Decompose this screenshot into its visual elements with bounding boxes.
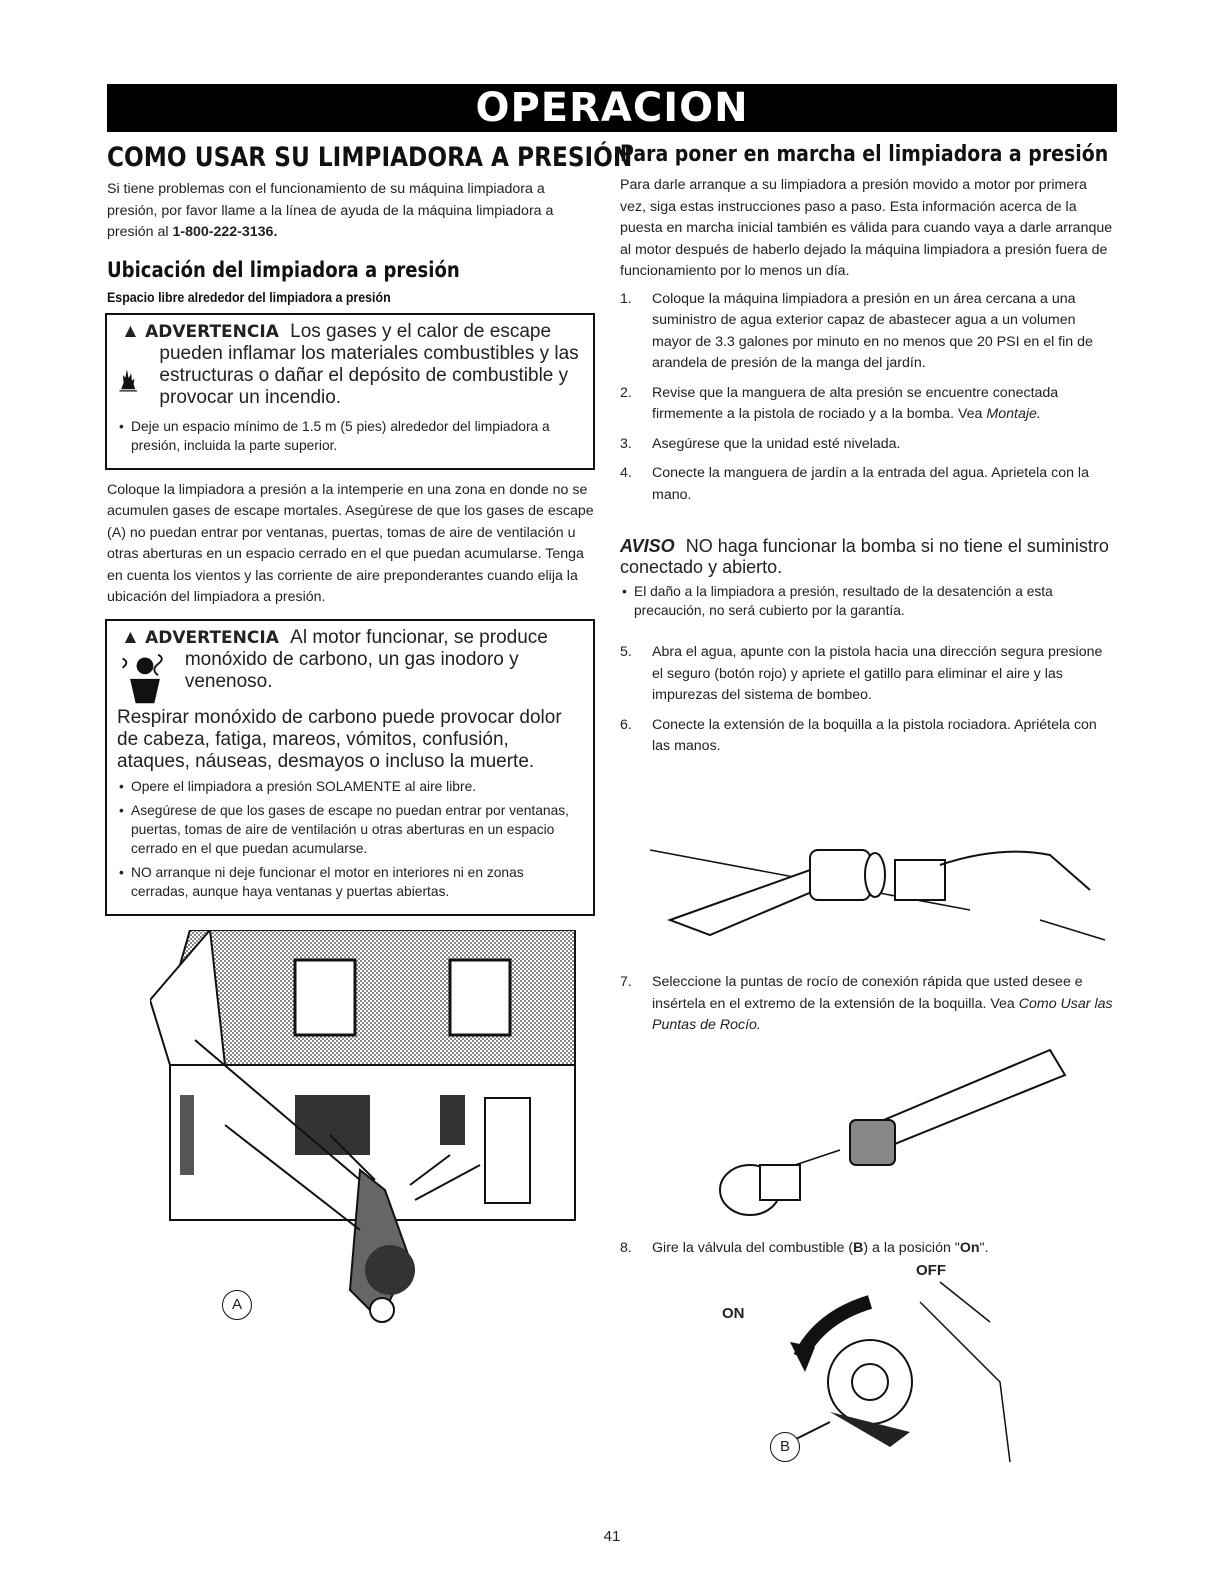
steps-list-continued [620, 642, 1116, 758]
warning-triangle-icon: ▲ [121, 626, 140, 648]
step-item: 6. Conecte la extensión de la boquilla a la pistola rociadora. Apriétela con las manos. [620, 716, 1097, 754]
intro-paragraph: Si tiene problemas con el funcionamiento de su máquina limpiadora a presión, por favor llame a la línea de ayuda de la máquina limpiadora a presión al 1-800-222-3136. [107, 181, 554, 240]
notice-bullets [620, 582, 1116, 620]
valve-off-label: OFF [916, 1262, 946, 1279]
helpline-number: 1-800-222-3136. [172, 224, 278, 240]
right-column [620, 142, 1116, 766]
warning-bullet: • NO arranque ni deje funcionar el motor en interiores ni en zonas cerradas, aunque haya ventanas y puertas abiertas. [117, 863, 583, 901]
warning-label: ADVERTENCIA [145, 321, 279, 342]
page-title: COMO USAR SU LIMPIADORA A PRESIÓN [107, 142, 633, 173]
step-item: 8. Gire la válvula del combustible (B) a la posición "On". [620, 1240, 989, 1256]
warning-label: ADVERTENCIA [145, 627, 279, 648]
location-heading: Ubicación del limpiadora a presión [107, 257, 460, 282]
nozzle-extension-illustration [640, 810, 1110, 960]
warning-bullet: • Asegúrese de que los gases de escape no puedan entrar por ventanas, puertas, tomas de aire de ventilación u otras aberturas en un espacio cerrado en el que puedan acumularse. [117, 801, 583, 858]
fire-icon [117, 343, 139, 413]
warning-text: pueden inflamar los materiales combustibles y las estructuras o dañar el depósito de combustible y provocar un incendio. [159, 342, 579, 408]
clearance-subheading: Espacio libre alrededor del limpiadora a presión [107, 289, 391, 305]
fuel-valve-illustration [760, 1262, 1020, 1472]
toxic-gas-icon [117, 649, 175, 707]
step-item: 1. Coloque la máquina limpiadora a presión en un área cercana a una suministro de agua exterior capaz de abastecer agua a un volumen mayor de 3.3 galones por minuto en no menos que 20 PSI en el fin de arandela de presión de la manga del jardín. [620, 290, 1093, 371]
placement-paragraph: Coloque la limpiadora a presión a la intemperie en una zona en donde no se acumulen gases de escape mortales. Asegúrese de que los gases de escape (A) no puedan entrar por ventanas, puertas, tomas de aire de ventilación u otras aberturas en un espacio cerrado en el que puedan acumularse. Tenga en cuenta los vientos y las corriente de aire preponderantes cuando elija la ubicación del limpiadora a presión. [107, 481, 594, 605]
notice-label: AVISO [620, 536, 675, 556]
step-item: 3. Asegúrese que la unidad esté nivelada. [620, 435, 901, 452]
valve-on-label: ON [722, 1305, 745, 1322]
warning-bullet: • Deje un espacio mínimo de 1.5 m (5 pies) alrededor del limpiadora a presión, incluida la parte superior. [117, 417, 583, 455]
startup-heading: Para poner en marcha el limpiadora a presión [620, 142, 1109, 167]
co-warning-box [105, 619, 595, 916]
page-number: 41 [603, 1528, 621, 1545]
startup-intro: Para darle arranque a su limpiadora a presión movido a motor por primera vez, siga estas instrucciones paso a paso. Esta información acerca de la puesta en marcha inicial también es válida para cuando vaya a darle arranque al motor después de haberlo dejado la máquina limpiadora a presión fuera de funcionamiento por lo menos un día. [620, 177, 1113, 279]
step-item: 4. Conecte la manguera de jardín a la entrada del agua. Aprietela con la mano. [620, 465, 1089, 503]
warning-text: Respirar monóxido de carbono puede provocar dolor de cabeza, fatiga, mareos, vómitos, confusión, ataques, náuseas, desmayos o incluso la muerte. [117, 706, 562, 772]
spray-tip-illustration [700, 1040, 1080, 1220]
notice-text: NO haga funcionar la bomba si no tiene el suministro conectado y abierto. [620, 536, 1109, 577]
step-item: 7. Seleccione la puntas de rocío de conexión rápida que usted desee e insértela en el extremo de la extensión de la boquilla. Vea Como Usar las Puntas de Rocío. [620, 974, 1113, 1033]
section-banner: OPERACION [107, 84, 1117, 132]
step-item: 5. Abra el agua, apunte con la pistola hacia una dirección segura presione el seguro (botón rojo) y apriete el gatillo para eliminar el aire y las impurezas del sistema de bombeo. [620, 644, 1103, 703]
notice-block [620, 536, 1116, 578]
house-illustration [150, 930, 580, 1330]
steps-list [620, 289, 1116, 507]
warning-text: Los gases y el calor de escape [290, 320, 552, 342]
warning-text: Al motor funcionar, se produce [290, 626, 548, 648]
step-item: 2. Revise que la manguera de alta presión se encuentre conectada firmemente a la pistola de rociado y a la bomba. Vea Montaje. [620, 384, 1059, 422]
warning-triangle-icon: ▲ [121, 320, 140, 342]
warning-bullet: • Opere el limpiadora a presión SOLAMENTE al aire libre. [117, 777, 583, 796]
fire-warning-box [105, 313, 595, 470]
figure-label-b: B [770, 1432, 800, 1462]
warning-text: monóxido de carbono, un gas inodoro y venenoso. [184, 648, 519, 692]
figure-label-a: A [222, 1290, 252, 1320]
notice-bullet: • El daño a la limpiadora a presión, resultado de la desatención a esta precaución, no será cubierto por la garantía. [620, 582, 1116, 620]
left-column [107, 142, 633, 926]
